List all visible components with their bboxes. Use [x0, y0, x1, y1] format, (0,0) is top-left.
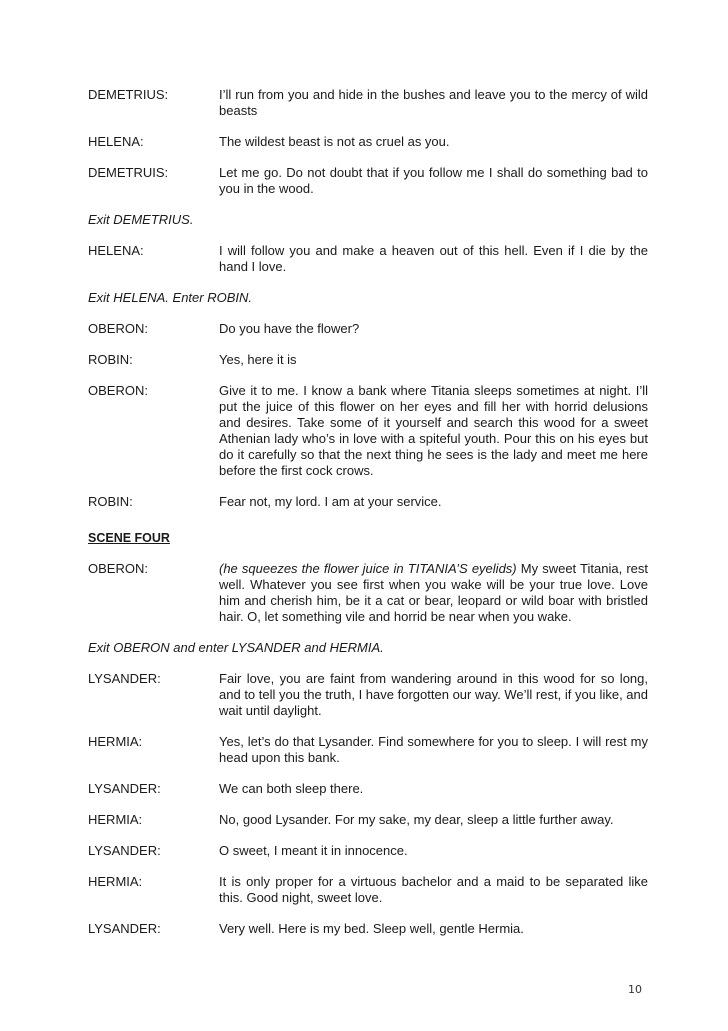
speech-line [88, 671, 648, 719]
speech-line [88, 134, 648, 150]
speech-line [88, 87, 648, 119]
speech-text: I’ll run from you and hide in the bushes and leave you to the mercy of wild beasts [219, 87, 648, 118]
speaker-name: OBERON: [88, 321, 148, 336]
speaker-name: ROBIN: [88, 352, 133, 367]
speech-text: Fair love, you are faint from wandering around in this wood for so long, and to tell you the truth, I have forgotten our way. We’ll rest, if you like, and wait until daylight. [219, 671, 648, 718]
page-number: 10 [628, 983, 642, 996]
speech-line [88, 921, 648, 937]
stage-direction: Exit OBERON and enter LYSANDER and HERMIA. [88, 640, 384, 655]
speech-text: No, good Lysander. For my sake, my dear, sleep a little further away. [219, 812, 614, 827]
speaker-name: ROBIN: [88, 494, 133, 509]
speech-text: Do you have the flower? [219, 321, 360, 336]
speaker-name: LYSANDER: [88, 781, 161, 796]
speaker-name: HERMIA: [88, 734, 143, 749]
speech-text: Very well. Here is my bed. Sleep well, gentle Hermia. [219, 921, 524, 936]
script-body [88, 87, 648, 952]
speech-line [88, 812, 648, 828]
speech-text: Give it to me. I know a bank where Titania sleeps sometimes at night. I’ll put the juice of this flower on her eyes and fill her with horrid delusions and desires. Take some of it yourself and search this wood for a sweet Athenian lady who’s in love with a spiteful youth. Pour this on his eyes but do it carefully so that the next thing he sees is the lady and meet me here before the first cock crows. [219, 383, 648, 478]
speech-line [88, 561, 648, 625]
speech-text: Yes, let’s do that Lysander. Find somewhere for you to sleep. I will rest my head upon this bank. [219, 734, 648, 765]
speaker-name: DEMETRUIS: [88, 165, 169, 180]
speech-text: The wildest beast is not as cruel as you. [219, 134, 450, 149]
speech-text: Yes, here it is [219, 352, 297, 367]
speech-text: It is only proper for a virtuous bachelor and a maid to be separated like this. Good night, sweet love. [219, 874, 648, 905]
inline-stage-direction: (he squeezes the flower juice in TITANIA’S eyelids) [219, 561, 517, 576]
speaker-name: HELENA: [88, 134, 144, 149]
speech-line [88, 843, 648, 859]
speech-text: Fear not, my lord. I am at your service. [219, 494, 442, 509]
speaker-name: LYSANDER: [88, 921, 161, 936]
speech-line [88, 494, 648, 510]
stage-direction: Exit HELENA. Enter ROBIN. [88, 290, 252, 305]
speech-text: O sweet, I meant it in innocence. [219, 843, 408, 858]
speech-text: I will follow you and make a heaven out of this hell. Even if I die by the hand I love. [219, 243, 648, 274]
speaker-name: LYSANDER: [88, 843, 161, 858]
speech-line [88, 383, 648, 479]
speaker-name: OBERON: [88, 383, 148, 398]
speaker-name: OBERON: [88, 561, 148, 576]
speech-line [88, 781, 648, 797]
speaker-name: LYSANDER: [88, 671, 161, 686]
speech-line [88, 165, 648, 197]
speaker-name: DEMETRIUS: [88, 87, 169, 102]
speech-text: We can both sleep there. [219, 781, 364, 796]
speech-text-body: My sweet Titania, rest well. Whatever you see first when you wake will be your true love. Love him and cherish him, be it a cat or bear, leopard or wild boar with bristled hair. O, let something vile and horrid be near when you wake. [219, 561, 648, 624]
speaker-name: HERMIA: [88, 812, 143, 827]
speech-line [88, 352, 648, 368]
stage-direction: Exit DEMETRIUS. [88, 212, 194, 227]
speech-text [219, 561, 648, 625]
scene-heading: SCENE FOUR [88, 531, 170, 545]
speaker-name: HELENA: [88, 243, 144, 258]
speech-line [88, 874, 648, 906]
speech-line [88, 243, 648, 275]
speech-line [88, 321, 648, 337]
speaker-name: HERMIA: [88, 874, 143, 889]
speech-line [88, 734, 648, 766]
speech-text: Let me go. Do not doubt that if you follow me I shall do something bad to you in the wood. [219, 165, 648, 196]
